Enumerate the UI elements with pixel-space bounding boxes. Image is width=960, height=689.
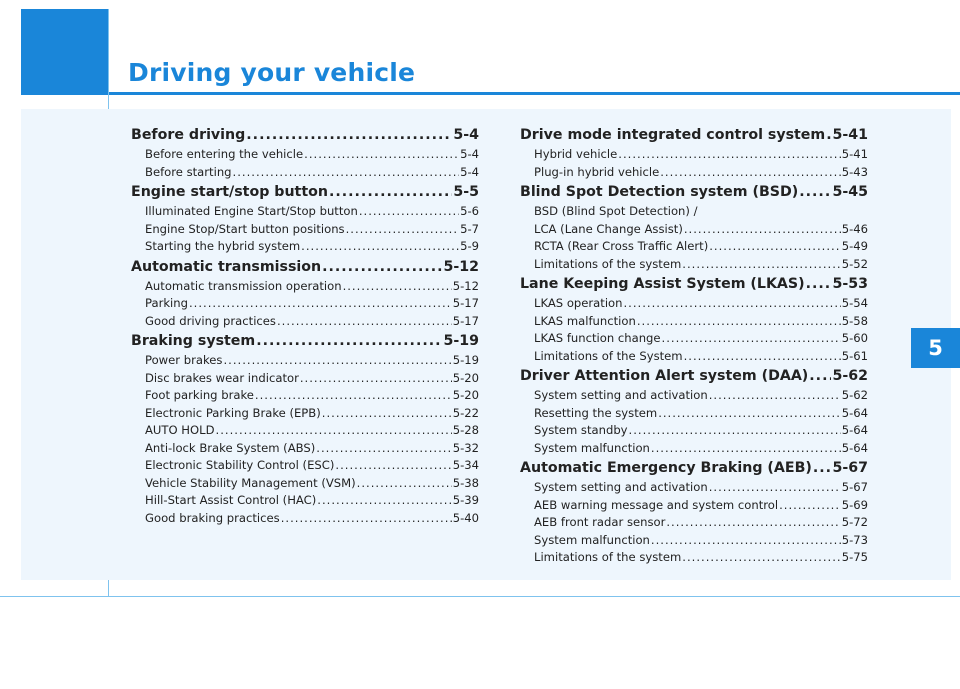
chapter-color-block <box>21 9 109 93</box>
toc-item-label: System malfunction <box>534 440 650 455</box>
toc-leader <box>660 164 840 182</box>
toc-section[interactable] <box>131 330 479 352</box>
toc-item-page: 5-41 <box>841 147 868 161</box>
header-rule <box>21 92 960 95</box>
toc-item[interactable] <box>131 492 479 510</box>
toc-item-page: 5-12 <box>452 278 479 293</box>
toc-section[interactable] <box>520 365 868 387</box>
toc-leader <box>651 440 841 458</box>
toc-item-label: LKAS function change <box>534 331 661 345</box>
toc-leader <box>246 124 452 146</box>
toc-section-page: 5-19 <box>443 333 479 349</box>
toc-item-page: 5-52 <box>841 256 868 271</box>
toc-item-label: System malfunction <box>534 532 650 547</box>
toc-item-label: Good driving practices <box>145 313 276 328</box>
toc-item[interactable] <box>520 295 868 313</box>
toc-item-page: 5-7 <box>460 221 479 236</box>
toc-leader <box>300 370 452 388</box>
toc-section-title: Engine start/stop button <box>131 184 328 200</box>
toc-item-page: 5-64 <box>841 405 868 420</box>
toc-item-label: Automatic transmission operation <box>145 278 342 293</box>
toc-section-page: 5-45 <box>832 184 868 200</box>
toc-item-page: 5-46 <box>841 221 868 236</box>
toc-item-page: 5-17 <box>452 313 479 328</box>
toc-item-page: 5-32 <box>452 440 479 455</box>
toc-item[interactable] <box>131 405 479 423</box>
toc-item-page: 5-28 <box>452 423 479 437</box>
toc-item-label: Limitations of the System <box>534 348 683 363</box>
toc-leader <box>281 510 452 528</box>
toc-leader <box>826 124 831 146</box>
toc-item-page: 5-4 <box>460 147 479 161</box>
toc-item-label: Disc brakes wear indicator <box>145 370 299 385</box>
toc-item-page: 5-60 <box>841 331 868 345</box>
toc-leader <box>322 256 442 278</box>
toc-item[interactable] <box>131 352 479 370</box>
toc-item-label: Limitations of the system <box>534 550 682 564</box>
toc-item-label: System setting and activation <box>534 480 708 494</box>
toc-section-page: 5-62 <box>832 368 868 384</box>
toc-section-title: Lane Keeping Assist System (LKAS) <box>520 276 805 292</box>
toc-leader <box>329 181 452 203</box>
toc-item-page: 5-69 <box>841 497 868 512</box>
toc-item[interactable] <box>520 387 868 405</box>
toc-section[interactable] <box>131 256 479 278</box>
toc-item[interactable] <box>520 256 868 274</box>
toc-item-page: 5-75 <box>841 550 868 564</box>
toc-section[interactable] <box>131 124 479 146</box>
toc-item-page: 5-22 <box>452 405 479 420</box>
toc-leader <box>637 313 841 331</box>
toc-item-page: 5-64 <box>841 423 868 437</box>
toc-item-page: 5-62 <box>841 388 868 402</box>
toc-item[interactable] <box>131 278 479 296</box>
toc-leader <box>255 387 452 405</box>
toc-item[interactable] <box>131 457 479 475</box>
toc-item[interactable] <box>520 330 868 348</box>
toc-item-page: 5-17 <box>452 296 479 310</box>
toc-item-label: LKAS operation <box>534 296 623 310</box>
toc-leader <box>813 457 832 479</box>
toc-leader <box>809 365 831 387</box>
toc-item[interactable] <box>520 203 868 221</box>
toc-item[interactable] <box>131 387 479 405</box>
toc-leader <box>359 203 459 221</box>
toc-item[interactable] <box>131 313 479 331</box>
toc-section-page: 5-5 <box>453 184 479 200</box>
toc-item[interactable] <box>131 422 479 440</box>
toc-column-right <box>520 124 868 567</box>
toc-item-page: 5-73 <box>841 532 868 547</box>
toc-item-label: Power brakes <box>145 353 223 367</box>
toc-item-label: LCA (Lane Change Assist) <box>534 221 683 236</box>
toc-section-title: Automatic transmission <box>131 258 322 275</box>
toc-section[interactable] <box>520 273 868 295</box>
toc-section-title: Driver Attention Alert system (DAA) <box>520 368 809 384</box>
toc-leader <box>317 492 451 510</box>
toc-leader <box>189 295 452 313</box>
toc-leader <box>658 405 841 423</box>
toc-item-label: System standby <box>534 423 628 437</box>
toc-leader <box>684 221 841 239</box>
toc-leader <box>662 330 841 348</box>
toc-leader <box>618 146 840 164</box>
toc-item-page: 5-61 <box>841 348 868 363</box>
toc-item[interactable] <box>131 221 479 239</box>
toc-leader <box>629 422 841 440</box>
toc-section[interactable] <box>131 181 479 203</box>
toc-item-page: 5-20 <box>452 370 479 385</box>
toc-section-page: 5-12 <box>443 258 479 275</box>
toc-item-label: Illuminated Engine Start/Stop button <box>145 204 358 218</box>
toc-item-label: BSD (Blind Spot Detection) / <box>534 204 698 218</box>
toc-section-title: Blind Spot Detection system (BSD) <box>520 184 799 200</box>
toc-item[interactable] <box>520 479 868 497</box>
chapter-tab[interactable]: 5 <box>911 328 960 368</box>
toc-item-label: AEB warning message and system control <box>534 497 779 512</box>
toc-item-page: 5-58 <box>841 313 868 328</box>
toc-item-label: Electronic Stability Control (ESC) <box>145 458 335 472</box>
toc-leader <box>346 221 459 239</box>
toc-item-page: 5-43 <box>841 164 868 179</box>
toc-item-page: 5-38 <box>452 475 479 490</box>
toc-section[interactable] <box>520 181 868 203</box>
toc-item-label: System setting and activation <box>534 388 708 402</box>
toc-item-label: Vehicle Stability Management (VSM) <box>145 475 356 490</box>
toc-leader <box>709 238 840 256</box>
toc-item[interactable] <box>520 313 868 331</box>
toc-section-title: Drive mode integrated control system <box>520 127 826 143</box>
toc-item-page: 5-6 <box>460 204 479 218</box>
toc-item[interactable] <box>520 405 868 423</box>
toc-leader <box>233 164 460 182</box>
toc-item-page: 5-49 <box>841 239 868 253</box>
footer-rule <box>0 596 960 597</box>
toc-item[interactable] <box>520 549 868 567</box>
toc-item[interactable] <box>520 238 868 256</box>
toc-section-title: Automatic Emergency Braking (AEB) <box>520 460 812 476</box>
toc-item[interactable] <box>520 146 868 164</box>
toc-item[interactable] <box>131 295 479 313</box>
toc-leader <box>357 475 452 493</box>
page-title: Driving your vehicle <box>128 58 416 87</box>
toc-leader <box>624 295 841 313</box>
toc-column-left <box>131 124 479 527</box>
toc-item-page: 5-19 <box>452 353 479 367</box>
toc-section[interactable] <box>520 457 868 479</box>
toc-item[interactable] <box>131 164 479 182</box>
toc-item-label: Electronic Parking Brake (EPB) <box>145 405 321 420</box>
toc-item-label: Hill-Start Assist Control (HAC) <box>145 493 317 507</box>
toc-item[interactable] <box>520 221 868 239</box>
toc-item-label: AEB front radar sensor <box>534 515 666 529</box>
toc-item[interactable] <box>520 348 868 366</box>
toc-section-title: Before driving <box>131 127 246 143</box>
toc-leader <box>316 440 451 458</box>
toc-item-label: LKAS malfunction <box>534 313 636 328</box>
toc-item-page: 5-4 <box>460 164 479 179</box>
toc-section-page: 5-4 <box>453 127 479 143</box>
toc-leader <box>216 422 452 440</box>
toc-section[interactable] <box>520 124 868 146</box>
toc-item[interactable] <box>520 497 868 515</box>
toc-item[interactable] <box>131 146 479 164</box>
toc-leader <box>335 457 451 475</box>
toc-item-label: Parking <box>145 296 188 310</box>
toc-leader <box>799 181 831 203</box>
toc-leader <box>709 387 841 405</box>
toc-item-label: Foot parking brake <box>145 388 254 402</box>
toc-item-page: 5-34 <box>452 458 479 472</box>
toc-item-label: Before starting <box>145 164 232 179</box>
toc-leader <box>277 313 452 331</box>
toc-item-label: Plug-in hybrid vehicle <box>534 164 660 179</box>
toc-item[interactable] <box>520 440 868 458</box>
toc-item-label: AUTO HOLD <box>145 423 215 437</box>
toc-leader <box>709 479 841 497</box>
toc-section-page: 5-41 <box>832 127 868 143</box>
toc-item-page: 5-67 <box>841 480 868 494</box>
toc-item[interactable] <box>131 370 479 388</box>
toc-item-label: Hybrid vehicle <box>534 147 618 161</box>
toc-item[interactable] <box>131 440 479 458</box>
toc-leader <box>304 146 459 164</box>
toc-leader <box>651 532 841 550</box>
toc-item-page: 5-64 <box>841 440 868 455</box>
toc-item[interactable] <box>520 514 868 532</box>
toc-item[interactable] <box>131 203 479 221</box>
toc-item[interactable] <box>520 532 868 550</box>
toc-item[interactable] <box>131 475 479 493</box>
toc-leader <box>223 352 451 370</box>
toc-item-page: 5-20 <box>452 388 479 402</box>
toc-leader <box>301 238 459 256</box>
toc-item-label: Good braking practices <box>145 510 280 525</box>
toc-item[interactable] <box>131 238 479 256</box>
toc-section-title: Braking system <box>131 333 256 349</box>
toc-item-label: Limitations of the system <box>534 256 682 271</box>
toc-item-page: 5-72 <box>841 515 868 529</box>
toc-leader <box>666 514 840 532</box>
toc-item-label: Anti-lock Brake System (ABS) <box>145 440 316 455</box>
toc-section-page: 5-53 <box>832 276 868 292</box>
toc-section-page: 5-67 <box>832 460 868 476</box>
toc-leader <box>684 348 841 366</box>
toc-leader <box>256 330 442 352</box>
toc-item[interactable] <box>520 422 868 440</box>
toc-item-page: 5-9 <box>460 239 479 253</box>
toc-leader <box>806 273 832 295</box>
toc-item[interactable] <box>520 164 868 182</box>
toc-leader <box>322 405 452 423</box>
toc-item-page: 5-39 <box>452 493 479 507</box>
toc-item-label: Engine Stop/Start button positions <box>145 221 345 236</box>
toc-item-label: Before entering the vehicle <box>145 147 304 161</box>
toc-leader <box>682 549 840 567</box>
toc-leader <box>682 256 840 274</box>
toc-leader <box>779 497 841 515</box>
toc-leader <box>343 278 452 296</box>
toc-item-page: 5-54 <box>841 296 868 310</box>
toc-item-label: Resetting the system <box>534 405 658 420</box>
toc-item-page: 5-40 <box>452 510 479 525</box>
toc-item-label: RCTA (Rear Cross Traffic Alert) <box>534 239 709 253</box>
toc-item[interactable] <box>131 510 479 528</box>
toc-item-label: Starting the hybrid system <box>145 239 301 253</box>
